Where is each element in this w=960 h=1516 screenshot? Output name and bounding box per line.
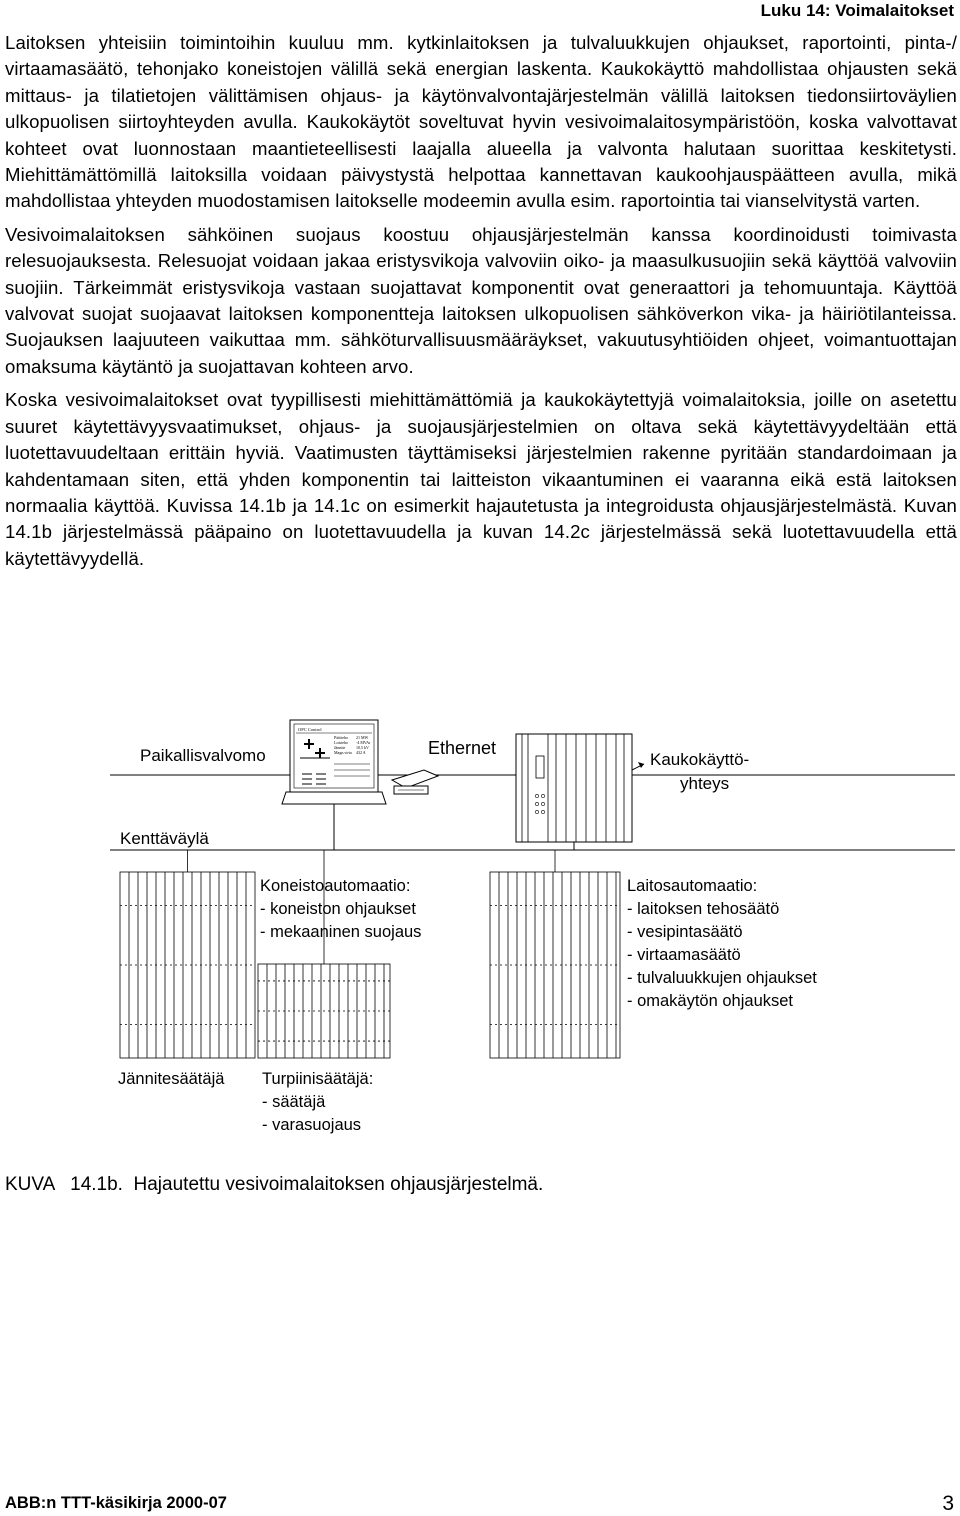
paragraph: Laitoksen yhteisiin toimintoihin kuuluu mm. kytkinlaitoksen ja tulvaluukkujen ohjaukset, raportointi, pinta-/ virtaamasäätö, tehonjako koneistojen välillä sekä energian laskenta. Kaukokäyttö mahdollistaa ohjausten sekä mittaus- ja tilatietojen välittämisen ohjaus- ja käytönvalvontajärjestelmän välillä laitoksen tiedonsiirtoväylien ulkopuolisen siirtoyhteyden avulla. Kaukokäytöt soveltuvat hyvin vesivoimalaitosympäristöön, koska valvottavat kohteet ovat luonnostaan maantieteellisesti laajalla alueella ja valvonta halutaan suorittaa keskitetysti. Miehittämättömillä laitoksilla voidaan päivystystä helpottaa kannettavan kaukoohjauspäätteen avulla, mikä mahdollistaa yhteyden muodostamisen laitokselle modeemin avulla esim. raportointia tai vianselvitystä varten. <box>5 32 957 212</box>
plant-automation-item: - laitoksen tehosäätö <box>627 900 780 918</box>
paragraph: Vesivoimalaitoksen sähköinen suojaus koostuu ohjausjärjestelmän kanssa koordinoidusti toimivasta relesuojauksesta. Relesuojat voidaan jakaa eristysvikoja valvoviin oiko- ja maasulkusuojiin sekä käyttöä valvoviin suojiin. Tärkeimmät eristysvikoja vastaan suojattavat komponentit ovat generaattori ja tehomuuntaja. Käyttöä valvovat suojat suojaavat laitoksen komponentteja laitoksen ulkopuolisen sähköverkon vika- ja häiriötilanteissa. Suojauksen laajuuteen vaikuttaa mm. sähköturvallisuusmääräykset, vakuutusyhtiöiden ohjeet, voimantuottajan omaksuma käytäntö ja suojattavan kohteen arvo. <box>5 223 957 377</box>
plant-cabinet <box>490 850 620 1058</box>
svg-text:Jännite: Jännite <box>334 745 346 750</box>
ethernet-label: Ethernet <box>428 738 497 758</box>
remote-link-arrow <box>632 762 644 770</box>
svg-text:OPC Control: OPC Control <box>298 727 322 732</box>
remote-link-label-1: Kaukokäyttö- <box>650 750 750 769</box>
workstation-icon <box>282 720 386 850</box>
svg-text:432 A: 432 A <box>356 750 366 755</box>
caption-text: Hajautettu vesivoimalaitoksen ohjausjärjestelmä. <box>133 1174 544 1195</box>
svg-text:10,5 kV: 10,5 kV <box>356 745 369 750</box>
plant-automation-item: - tulvaluukkujen ohjaukset <box>627 969 817 987</box>
fieldbus-label: Kenttäväylä <box>120 829 209 848</box>
turbine-governor-title: Turpiinisäätäjä: <box>262 1070 374 1088</box>
unit-automation-item: - koneiston ohjaukset <box>260 900 416 918</box>
paragraph: Koska vesivoimalaitokset ovat tyypillisesti miehittämättömiä ja kaukokäytettyjä voimalaitoksia, joille on asetettu suuret käytettävyysvaatimukset, ohjaus- ja suojausjärjestelmien on oltava sekä käytettävyydeltään että luotettavuudeltaan erittäin hyviä. Vaatimusten täyttämiseksi järjestelmien rakenne pyritään standardoimaan ja kahdentamaan siten, että yhden komponentin tai laitteiston vikaantuminen ei vaaranna eikä estä laitoksen normaalia käyttöä. Kuvissa 14.1b ja 14.1c on esimerkit hajautetusta ja integroidusta ohjausjärjestelmästä. Kuvan 14.1b järjestelmässä pääpaino on luotettavuudella ja kuvan 14.2c järjestelmässä sekä luotettavuudella että käytettävyydellä. <box>5 389 957 569</box>
page-number: 3 <box>942 1492 954 1515</box>
svg-text:21 MW: 21 MW <box>356 735 369 740</box>
local-control-room-label: Paikallisvalvomo <box>140 746 266 765</box>
figure-caption <box>5 1172 543 1198</box>
footer-source: ABB:n TTT-käsikirja 2000-07 <box>5 1494 227 1512</box>
svg-text:Loisteho: Loisteho <box>334 740 348 745</box>
svg-text:-4 MVAr: -4 MVAr <box>356 740 371 745</box>
plant-automation-title: Laitosautomaatio: <box>627 877 758 895</box>
plant-automation-item: - omakäytön ohjaukset <box>627 992 794 1010</box>
unit-automation-title: Koneistoautomaatio: <box>260 877 411 895</box>
caption-label: KUVA <box>5 1174 55 1195</box>
rtu-cabinet-icon <box>516 734 632 850</box>
voltage-regulator-label: Jännitesäätäjä <box>118 1070 225 1088</box>
svg-text:Pätöteho: Pätöteho <box>334 735 348 740</box>
turbine-governor-item: - säätäjä <box>262 1093 326 1111</box>
body-text <box>5 30 957 579</box>
chapter-header: Luku 14: Voimalaitokset <box>760 1 954 20</box>
plant-automation-item: - virtaamasäätö <box>627 946 741 964</box>
remote-link-label-2: yhteys <box>680 774 730 793</box>
caption-number: 14.1b. <box>70 1174 123 1195</box>
svg-text:Magn.virta: Magn.virta <box>334 750 352 755</box>
turbine-governor-item: - varasuojaus <box>262 1116 362 1134</box>
unit-automation-item: - mekaaninen suojaus <box>260 923 422 941</box>
plant-automation-item: - vesipintasäätö <box>627 923 743 941</box>
printer-icon <box>392 770 438 794</box>
control-system-figure <box>0 712 960 1152</box>
